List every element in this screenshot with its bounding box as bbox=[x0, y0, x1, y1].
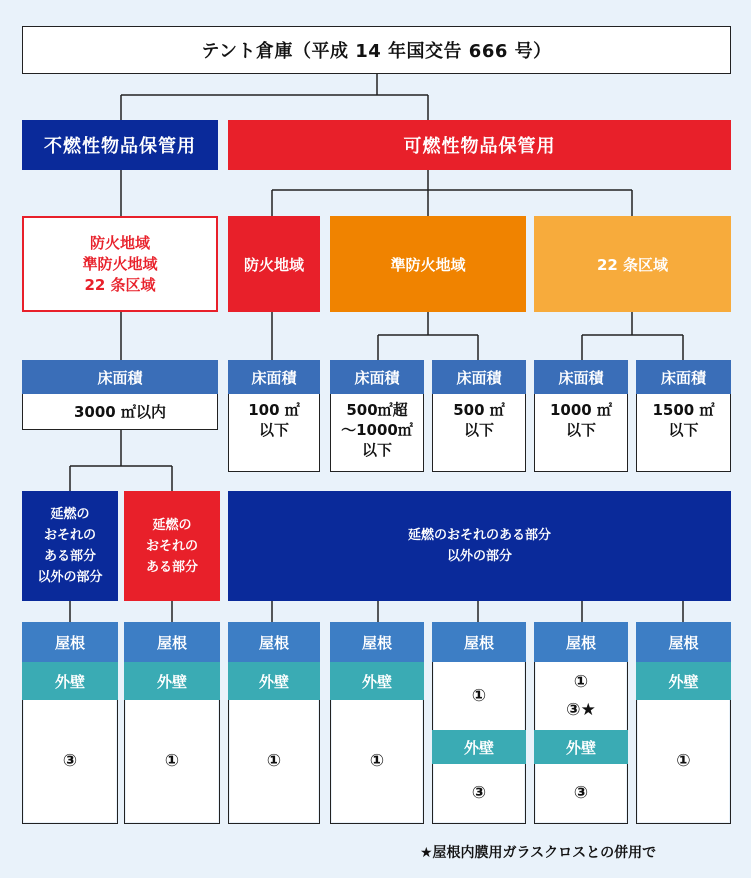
material-mark: ① bbox=[638, 700, 729, 822]
roof-header: 屋根 bbox=[22, 622, 118, 662]
roof-header: 屋根 bbox=[432, 622, 526, 662]
wall-header: 外壁 bbox=[124, 662, 220, 700]
noncombustible-header: 不燃性物品保管用 bbox=[22, 120, 218, 170]
roof-header: 屋根 bbox=[228, 622, 320, 662]
wall-header: 外壁 bbox=[636, 662, 731, 700]
material-mark: ① bbox=[126, 700, 218, 822]
material-mark: ① bbox=[332, 700, 422, 822]
wall-header: 外壁 bbox=[330, 662, 424, 700]
material-mark: ① bbox=[230, 700, 318, 822]
floor-area-value: 1000 ㎡ 以下 bbox=[534, 394, 628, 472]
zone-quasi-fire-box: 準防火地域 bbox=[330, 216, 526, 312]
floor-area-value: 500㎡超 ～1000㎡ 以下 bbox=[330, 394, 424, 472]
fire-spread-outside-box: 延燃の おそれの ある部分 以外の部分 bbox=[22, 491, 118, 601]
wall-header: 外壁 bbox=[534, 730, 628, 764]
material-mark-roof: ① ③★ bbox=[536, 662, 626, 730]
zone-fire-box: 防火地域 bbox=[228, 216, 320, 312]
roof-header: 屋根 bbox=[534, 622, 628, 662]
floor-area-value: 500 ㎡ 以下 bbox=[432, 394, 526, 472]
material-mark-wall: ③ bbox=[536, 764, 626, 822]
wall-header: 外壁 bbox=[228, 662, 320, 700]
material-mark: ③ bbox=[24, 700, 116, 822]
fire-spread-outside-wide-box: 延燃のおそれのある部分 以外の部分 bbox=[228, 491, 731, 601]
floor-area-header: 床面積 bbox=[432, 360, 526, 394]
floor-area-value: 1500 ㎡ 以下 bbox=[636, 394, 731, 472]
material-mark-wall: ③ bbox=[434, 764, 524, 822]
zone-all-box: 防火地域 準防火地域 22 条区域 bbox=[22, 216, 218, 312]
floor-area-value: 3000 ㎡以内 bbox=[22, 394, 218, 430]
roof-header: 屋根 bbox=[330, 622, 424, 662]
floor-area-header: 床面積 bbox=[636, 360, 731, 394]
zone-art22-box: 22 条区域 bbox=[534, 216, 731, 312]
floor-area-header: 床面積 bbox=[22, 360, 218, 394]
footnote: ★屋根内膜用ガラスクロスとの併用で bbox=[420, 845, 657, 861]
floor-area-header: 床面積 bbox=[228, 360, 320, 394]
wall-header: 外壁 bbox=[432, 730, 526, 764]
floor-area-value: 100 ㎡ 以下 bbox=[228, 394, 320, 472]
roof-header: 屋根 bbox=[636, 622, 731, 662]
wall-header: 外壁 bbox=[22, 662, 118, 700]
page-title: テント倉庫（平成 14 年国交告 666 号） bbox=[22, 26, 731, 74]
fire-spread-inside-box: 延燃の おそれの ある部分 bbox=[124, 491, 220, 601]
roof-header: 屋根 bbox=[124, 622, 220, 662]
floor-area-header: 床面積 bbox=[330, 360, 424, 394]
material-mark-roof: ① bbox=[434, 662, 524, 730]
combustible-header: 可燃性物品保管用 bbox=[228, 120, 731, 170]
floor-area-header: 床面積 bbox=[534, 360, 628, 394]
